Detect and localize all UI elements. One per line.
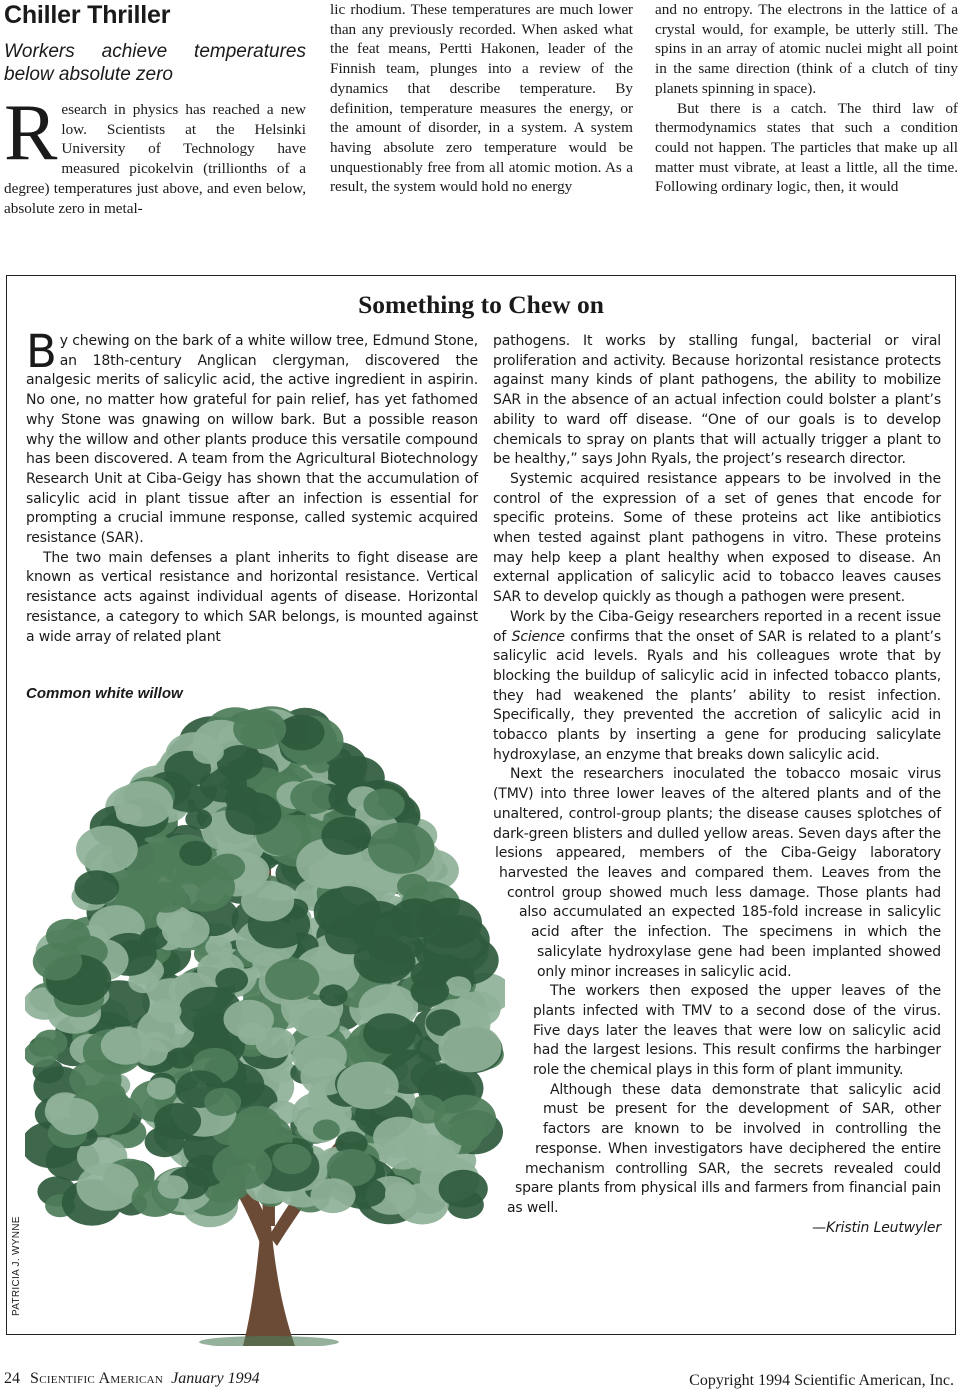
- foliage-cluster: [225, 786, 259, 812]
- sidebar-paragraph: The workers then exposed the upper leaves of the plants infected with TMV to a second dose of the virus. Five days later the leaves that were low on salicylic acid had the largest lesions. This result confirms the harbinger role the chemical plays in this form of plant immunity.: [533, 983, 941, 1079]
- foliage-cluster: [146, 881, 187, 912]
- foliage-cluster: [213, 1144, 273, 1190]
- tree-trunk: [243, 1226, 295, 1346]
- sidebar-paragraph: The two main defenses a plant inherits to fight disease are known as vertical resistance and horizontal resistance. Vertical resistance acts against individual agents of disease. Horizontal resistance, a category to which SAR belongs, is mounted against a wide array of related plant: [26, 549, 478, 645]
- foliage-cluster: [363, 1013, 416, 1054]
- foliage-cluster: [101, 1027, 151, 1065]
- article-paragraph: But there is a catch. The third law of thermodynamics states that such a condition could not happen. The particles that make up all matter must vibrate, at least a little, all the time. Following ordinary logic, then, it would: [655, 99, 958, 196]
- article-headline: Chiller Thriller: [4, 1, 171, 29]
- foliage-cluster: [325, 916, 375, 954]
- foliage-cluster: [241, 881, 294, 922]
- foliage-cluster: [439, 1024, 502, 1072]
- foliage-cluster: [368, 823, 434, 874]
- drop-cap: R: [4, 89, 58, 177]
- sidebar-column-1: [26, 325, 478, 647]
- foliage-cluster: [272, 1144, 311, 1174]
- foliage-cluster: [50, 1098, 98, 1135]
- foliage-cluster: [397, 874, 429, 898]
- foliage-cluster: [406, 1135, 455, 1172]
- foliage-cluster: [445, 976, 471, 996]
- foliage-cluster: [385, 1182, 414, 1205]
- drop-cap: B: [26, 325, 57, 378]
- foliage-cluster: [390, 898, 442, 938]
- illustration-credit: PATRICIA J. WYNNE: [11, 1216, 22, 1316]
- foliage-cluster: [233, 708, 286, 749]
- article-paragraph: and no entropy. The electrons in the lattice of a crystal would, for example, be utterly still. The spins in an array of atomic nuclei might all point in the same direction (think of a clutch of tiny planets spinning in space).: [655, 1, 958, 97]
- foliage-cluster: [265, 959, 319, 1001]
- foliage-cluster: [292, 1035, 347, 1077]
- foliage-cluster: [313, 1119, 340, 1140]
- foliage-cluster: [179, 841, 212, 866]
- article-deck: Workers achieve temperatures below absolute zero: [4, 41, 306, 85]
- sidebar-paragraph: Although these data demonstrate that salicylic acid must be present for the development of SAR, other factors are known to be involved in controlling the response. When investigators have deciphered the entire mechanism controlling SAR, the secrets revealed could spare plants from physical ills and farmers from financial pain as well. —Kristin Leutwyler: [493, 1081, 941, 1239]
- copyright-notice: Copyright 1994 Scientific American, Inc.: [689, 1372, 954, 1389]
- byline: —Kristin Leutwyler: [812, 1219, 941, 1236]
- article-column-1: [4, 0, 306, 218]
- article-paragraph: lic rhodium. These temperatures are much lower than any previously recorded. When asked what the feat means, Pertti Hakonen, leader of the Finnish team, plunges into a review of the dynamics that describe temperature. By definition, temperature measures the energy, or the amount of disorder, in a system. A system having absolute zero temperature would be unquestionably free from all atomic motion. As a result, the system would hold no energy: [330, 1, 633, 196]
- sidebar-title: Something to Chew on: [358, 290, 604, 319]
- foliage-cluster: [411, 976, 450, 1006]
- foliage-cluster: [74, 870, 119, 904]
- page-number: 24: [4, 1370, 20, 1387]
- article-column-3: [655, 0, 958, 197]
- foliage-cluster: [204, 1088, 241, 1116]
- figure-caption: Common white willow: [26, 685, 183, 702]
- foliage-cluster: [147, 1078, 176, 1100]
- issue-date: January 1994: [171, 1370, 260, 1387]
- article-paragraph: Research in physics has reached a new low. Scientists at the Helsinki University of Technology have measured picokelvin (trillionths of a degree) temperatures just above, and even below, absolute zero in metal-: [4, 89, 306, 217]
- magazine-name: Scientific American: [30, 1370, 164, 1387]
- sidebar-paragraph: Work by the Ciba-Geigy researchers reported in a recent issue of Science confirms that the onset of SAR is related to a plant’s salicylic acid levels. Ryals and his colleagues wrote that by blocking the buildup of salicylic acid in infected tobacco plants, they had weakened the plants’ ability to resist infection. Specifically, they prevented the accretion of salicylic acid in tobacco plants by inserting a gene for producing salicylate hydroxylase, an enzyme that breaks down salicylic acid.: [493, 608, 941, 763]
- ground-grass: [199, 1336, 339, 1346]
- foliage-cluster: [234, 1106, 281, 1142]
- foliage-cluster: [292, 1001, 340, 1038]
- foliage-cluster: [116, 804, 143, 824]
- sidebar-column-2: [493, 332, 941, 1316]
- foliage-cluster: [321, 817, 371, 855]
- foliage-cluster: [76, 826, 138, 874]
- foliage-cluster: [238, 1023, 267, 1045]
- foliage-cluster: [290, 780, 334, 814]
- foliage-cluster: [34, 1030, 68, 1056]
- article-column-2: [330, 0, 633, 197]
- sidebar-paragraph: Systemic acquired resistance appears to be involved in the control of the expression of a set of genes that encode for specific proteins. Some of these proteins act like antibiotics when tested against plant pathogens in vitro. These proteins may help keep a plant healthy when exposed to disease. An external application of salicylic acid to tobacco leaves causes SAR to develop quickly as though a pathogen were present.: [493, 470, 941, 606]
- page-footer: [4, 1370, 260, 1388]
- foliage-cluster: [185, 809, 212, 830]
- foliage-cluster: [215, 968, 248, 993]
- sidebar-paragraph: By chewing on the bark of a white willow tree, Edmund Stone, an 18th-century Anglican clergyman, discovered the analgesic merits of salicylic acid, the active ingredient in aspirin. No one, no matter how grateful for pain relief, has yet fathomed why Stone was gnawing on willow bark. But a possible reason why the willow and other plants produce this versatile compound has been discovered. A team from the Agricultural Biotechnology Research Unit at Ciba-Geigy has shown that the accumulation of salicylic acid in plant tissue after an infection is essential for prompting a crucial immune response, called systemic acquired resistance (SAR).: [26, 325, 478, 547]
- foliage-cluster: [162, 911, 210, 948]
- foliage-cluster: [363, 789, 404, 821]
- sidebar-paragraph: Next the researchers inoculated the tobacco mosaic virus (TMV) into three lower leaves of the altered plants and of the unaltered, control-group plants; the disease causes splotches of dark-green blisters and dulled yellow areas. Seven days after the lesions appeared, members of the Ciba-Geigy laboratory harvested the leaves and compared them. Leaves from the control group showed much less damage. Those plants had also accumulated an expected 185-fold increase in salicylic acid after the infection. The specimens in which the salicylate hydroxylase gene had been implanted showed only minor increases in salicylic acid.: [493, 766, 941, 980]
- sidebar-paragraph: pathogens. It works by stalling fungal, bacterial or viral proliferation and activity. Because horizontal resistance protects against many kinds of plant pathogens, the ability to mobilize SAR in the absence of an actual infection could bolster a plant’s ability to ward off disease. “One of our goals is to develop chemicals to spray on plants that will actually trigger a plant to be healthy,” says John Ryals, the project’s research director.: [493, 333, 941, 468]
- foliage-cluster: [439, 1170, 488, 1208]
- journal-name: Science: [511, 628, 565, 645]
- foliage-cluster: [154, 1103, 201, 1139]
- foliage-cluster: [337, 1062, 399, 1109]
- foliage-cluster: [158, 1175, 189, 1199]
- foliage-cluster: [434, 1095, 496, 1143]
- foliage-cluster: [217, 745, 263, 781]
- sidebar-box: [6, 275, 956, 1335]
- foliage-cluster: [150, 999, 181, 1023]
- foliage-cluster: [167, 1048, 194, 1069]
- foliage-cluster: [33, 943, 82, 981]
- foliage-cluster: [193, 740, 224, 764]
- willow-tree-illustration: [25, 706, 505, 1346]
- foliage-cluster: [319, 984, 347, 1006]
- foliage-cluster: [77, 1163, 139, 1211]
